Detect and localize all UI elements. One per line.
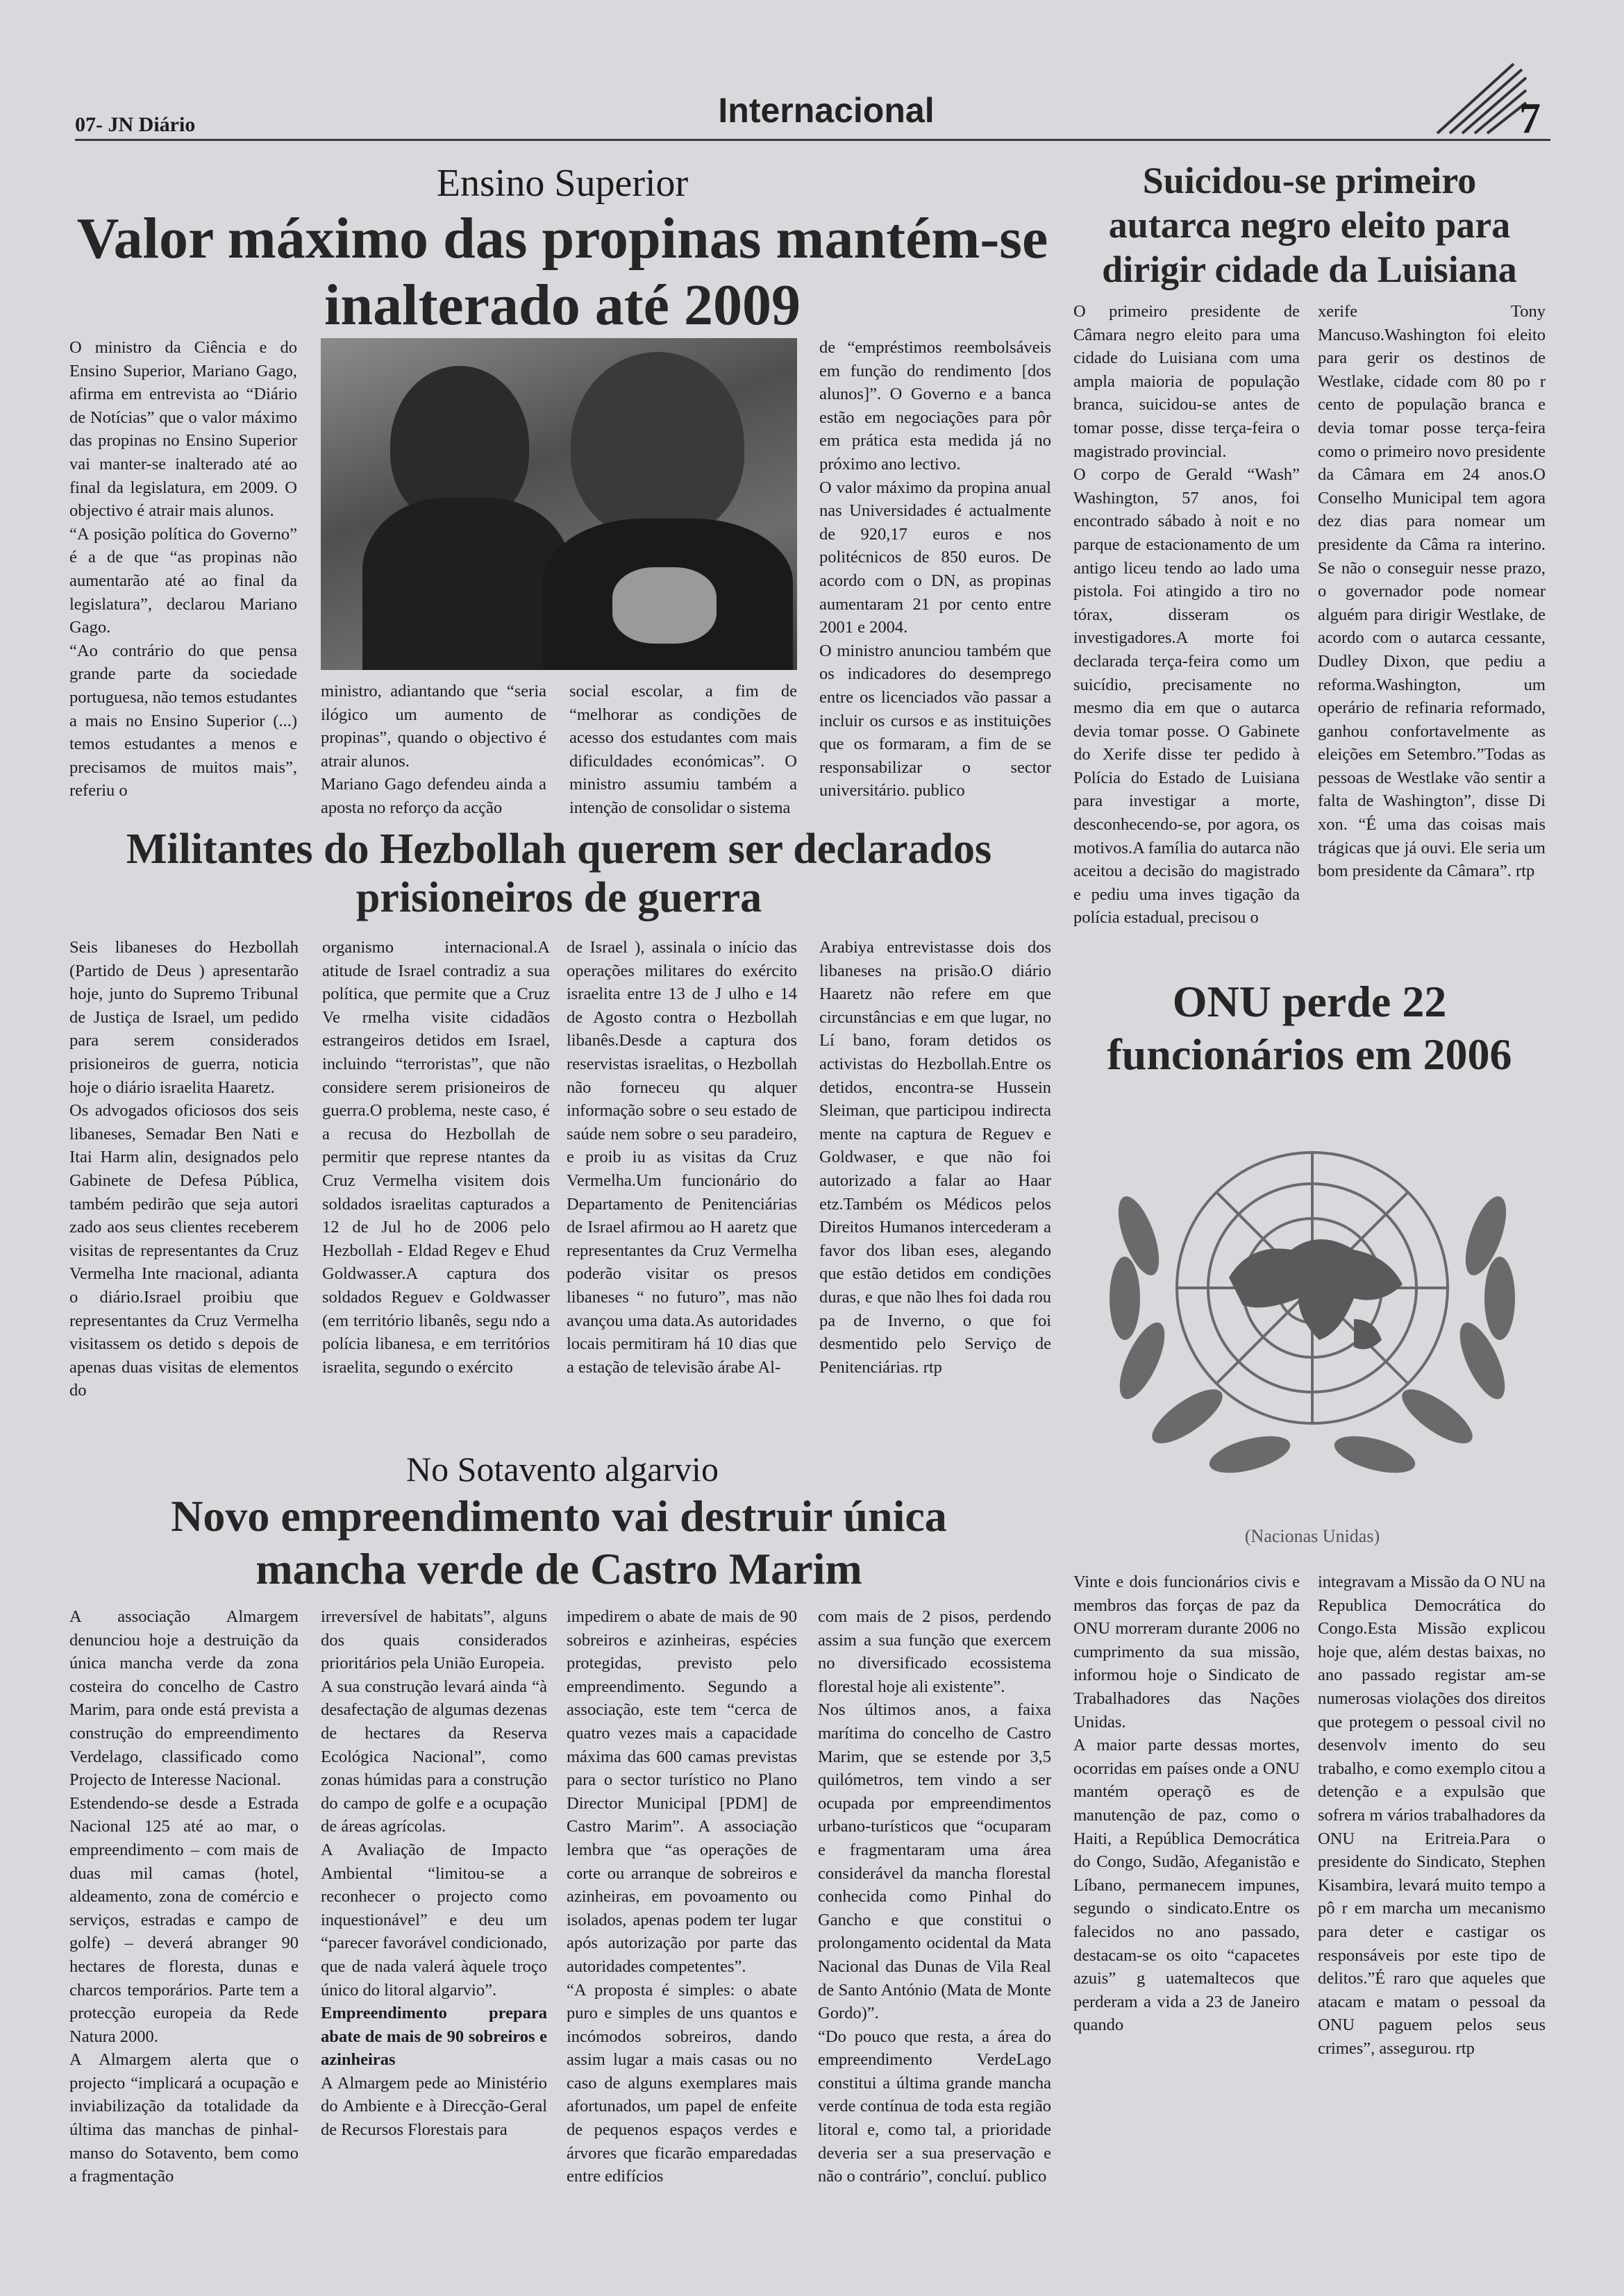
hezbollah-column-3: de Israel ), assinala o início das operações militares do exército israelita entre 13 de J ulho e 14 de Agosto contra o Hezbollah libanês.Desde a captura dos reservistas israelitas, o Hezbollah não forneceu qu alquer informação sobre o seu estado de saúde nem sobre o seu paradeiro, e proib iu as visitas da Cruz Vermelha.Um funcionário do Departamento de Penitenciárias de Israel afirmou ao H aaretz que representantes da Cruz Vermelha poderão visitar os presos libaneses “ no futuro”, mas não avançou uma data.As autoridades locais permitiram há 10 dias que a estação de televisão árabe Al- [567, 938, 797, 1377]
page-label: 07- JN Diário [75, 113, 196, 136]
hezbollah-column-4: Arabiya entrevistasse dois dos libaneses na prisão.O diário Haaretz não refere em que circunstâncias e em que lugar, no Lí bano, foram detidos os activistas do Hezbollah.Entre os detidos, encontra-se Hussein Sleiman, que participou indirecta mente na captura de Reguev e Goldwaser, e que não foi autorizado a falar ao Haar etz.Também os Médicos pelos Direitos Humanos intercederam a favor dos liban eses, alegando que estão detidos em condições duras, e que não lhes foi dada rou pa de Inverno, o que foi desmentido pelo Serviço de Penitenciárias. rtp [819, 938, 1051, 1377]
page-number: 7 [1519, 95, 1541, 142]
propinas-kicker: Ensino Superior [436, 162, 689, 205]
section-title: Internacional [718, 91, 935, 130]
ministers-photo [321, 338, 797, 670]
hezbollah-headline: Militantes do Hezbollah querem ser declarados prisioneiros de guerra [126, 826, 992, 921]
castromarim-column-2: irreversível de habitats”, alguns dos quais considerados prioritários pela União Europeia. A sua construção levará ainda “à desafectação de algumas dezenas de hectares da Reserva Ecológica Nacional”, como zonas húmidas para a construção do campo de golfe e a ocupação de áreas agrícolas. A Avaliação de Impacto Ambiental “limitou-se a reconhecer o projecto como inquestionável” e deu um “parecer favorável condicionado, que de nada valerá àquele troço único do litoral algarvio”. Empreendimento prepara abate de mais de 90 sobreiros e azinheiras A Almargem pede ao Ministério do Ambiente e à Direcção-Geral de Recursos Florestais para [321, 1607, 547, 2140]
propinas-column-2: ministro, adiantando que “seria ilógico um aumento de propinas”, quando o objectivo é atrair alunos. Mariano Gago defendeu ainda a aposta no reforço da acção [321, 682, 546, 817]
luisiana-column-1: O primeiro presidente de Câmara negro eleito para uma cidade do Luisiana com uma ampla maioria de população branca, suicidou-se antes de tomar posse, disse terça-feira o magistrado provincial. O corpo de Gerald “Wash” Washington, 57 anos, foi encontrado sábado à noit e no parque de estacionamento de um antigo liceu tendo ao lado uma pistola. Foi atingido a tiro no tórax, disseram os investigadores.A morte foi declarada terça-feira como um suicídio, precisamente no mesmo dia em que o autarca devia tomar posse. O Gabinete do Xerife disse ter pedido à Polícia do Estado de Luisiana para investigar a morte, desconhecendo-se, por agora, os motivos.A família do autarca não aceitou a decisão do magistrado e pediu uma inves tigação da polícia estadual, precisou o [1073, 302, 1300, 928]
castromarim-column-3: impedirem o abate de mais de 90 sobreiros e azinheiras, espécies protegidas, previsto pelo empreendimento. Segundo a associação, este tem “cerca de quatro vezes mais a capacidade máxima das 600 camas previstas para o sector turístico no Plano Director Municipal [PDM] de Castro Marim”. A associação lembra que “as operações de corte ou arranque de sobreiros e azinheiras, em povoamento ou isolados, apenas podem ter lugar após autorização por parte das autoridades competentes”. “A proposta é simples: o abate puro e simples de uns quantos e incómodos sobreiros, dando assim lugar a mais casas ou no caso de alguns exemplares mais afortunados, um papel de enfeite de pequenos espaços verdes e árvores que ficarão emparedadas entre edifícios [567, 1607, 797, 2186]
luisiana-column-2: xerife Tony Mancuso.Washington foi eleito para gerir os destinos de Westlake, cidade com 80 po r cento de população branca e devia tomar posse terça-feira como o primeiro novo presidente da Câmara em 24 anos.O Conselho Municipal tem agora dez dias para nomear um presidente da Câma ra interino. Se não o conseguir nesse prazo, o governador pode nomear alguém para dirigir Westlake, de acordo com o autarca cessante, Dudley Dixon, que pediu a reforma.Washington, um operário de refinaria reformado, ganhou confortavelmente as eleições em Setembro.”Todas as pessoas de Westlake vão sentir a falta de Washington”, disse Di xon. “É uma das coisas mais trágicas que já ouvi. Ele seria um bom presidente da Câmara”. rtp [1318, 302, 1546, 881]
hezbollah-column-1: Seis libaneses do Hezbollah (Partido de Deus ) apresentarão hoje, junto do Supremo Tribunal de Justiça de Israel, um pedido para serem considerados prisioneiros de guerra, noticia hoje o diário israelita Haaretz. Os advogados oficiosos dos seis libaneses, Semadar Ben Nati e Itai Harm alin, designados pelo Gabinete de Defesa Pública, também pedirão que seja autori zado aos seus clientes receberem visitas de representantes da Cruz Vermelha Inte rnacional, adianta o diário.Israel proibiu que representantes da Cruz Vermelha visitassem os detido s depois de apenas duas visitas de elementos do [69, 938, 299, 1400]
onu-column-2: integravam a Missão da O NU na Republica Democrática do Congo.Esta Missão explicou hoje que, além destas baixas, no ano passado registar am-se numerosas violações dos direitos que protegem o pessoal civil no desenvolv imento do seu trabalho, e como exemplo citou a detenção e a expulsão que sofrera m vários trabalhadores da ONU na Eritreia.Para o presidente do Sindicato, Stephen Kisambira, levará muito tempo a pô r em marcha um mecanismo para deter e castigar os responsáveis por este tipo de delitos.”É raro que aqueles que atacam e matam o pessoal da ONU paguem pelos seus crimes”, assegurou. rtp [1318, 1573, 1546, 2058]
castromarim-column-4: com mais de 2 pisos, perdendo assim a sua função que exercem no diversificado ecossistema florestal hoje ali existente”. Nos últimos anos, a faixa marítima do concelho de Castro Marim, que se estende por 3,5 quilómetros, tem vindo a ser ocupada por empreendimentos urbano-turísticos que “ocuparam e fragmentaram uma área considerável da mancha florestal conhecida como Pinhal do Gancho e que constitui o prolongamento ocidental da Mata Nacional das Dunas de Vila Real de Santo António (Mata de Monte Gordo)”. “Do pouco que resta, a área do empreendimento VerdeLago constitui a última grande mancha verde contínua de toda esta região litoral e, como tal, a prioridade deveria ser a sua preservação e não o contrário”, concluí. publico [818, 1607, 1051, 2186]
propinas-column-3: social escolar, a fim de “melhorar as condições de acesso dos estudantes com mais dificuldades económicas”. O ministro assumiu também a intenção de consolidar o sistema [569, 682, 797, 817]
masthead-rule [75, 139, 1550, 141]
onu-column-1: Vinte e dois funcionários civis e membros das forças de paz da ONU morreram durante 2006 no cumprimento da sua missão, informou hoje o Sindicato de Trabalhadores das Nações Unidas. A maior parte dessas mortes, ocorridas em países onde a ONU mantém operaçõ es de manutenção de paz, como o Haiti, a República Democrática do Congo, Sudão, Afeganistão e Líbano, permanecem impunes, segundo o sindicato.Entre os falecidos no ano passado, destacam-se os oito “capacetes azuis” g uatemaltecos que perderam a vida a 23 de Janeiro quando [1073, 1573, 1300, 2035]
castromarim-headline: Novo empreendimento vai destruir única mancha verde de Castro Marim [171, 1491, 947, 1593]
hezbollah-column-2: organismo internacional.A atitude de Israel contradiz a sua política, que permite que a Cruz Ve rmelha visite cidadãos estrangeiros detidos em Israel, incluindo “terroristas”, que não considere serem prisioneiros de guerra.O problema, neste caso, é a recusa do Hezbollah de permitir que represe ntantes da Cruz Vermelha visitem dois soldados israelitas capturados a 12 de Jul ho de 2006 pelo Hezbollah - Eldad Regev e Ehud Goldwasser.A captura dos soldados Reguev e Goldwasser (em território libanês, segu ndo a polícia libanesa, e em territórios israelita, segundo o exército [322, 938, 550, 1377]
luisiana-headline: Suicidou-se primeiro autarca negro eleito para dirigir cidade da Luisiana [1102, 160, 1517, 290]
castromarim-kicker: No Sotavento algarvio [406, 1450, 719, 1489]
castromarim-column-1: A associação Almargem denunciou hoje a destruição da única mancha verde da zona costeira do concelho de Castro Marim, para onde está prevista a construção do empreendimento Verdelago, classificado como Projecto de Interesse Nacional. Estendendo-se desde a Estrada Nacional 125 até ao mar, o empreendimento – com mais de duas mil camas (hotel, aldeamento, zona de comércio e serviços, estradas e campo de golfe) – deverá abranger 90 hectares de floresta, dunas e charcos temporários. Parte tem a protecção europeia da Rede Natura 2000. A Almargem alerta que o projecto “implicará a ocupação e inviabilização da totalidade da última das manchas de pinhal-manso do Sotavento, bem como a fragmentação [69, 1607, 299, 2186]
section-stripes-icon [1430, 57, 1527, 140]
propinas-column-1: O ministro da Ciência e do Ensino Superior, Mariano Gago, afirma em entrevista ao “Diário de Notícias” que o valor máximo das propinas no Ensino Superior vai manter-se inalterado até ao final da legislatura, em 2009. O objectivo é atrair mais alunos. “A posição política do Governo” é a de que “as propinas não aumentarão até ao final da legislatura”, declarou Mariano Gago. “Ao contrário do que pensa grande parte da sociedade portuguesa, não temos estudantes a mais no Ensino Superior (...) temos estudantes a menos e precisamos de muitos mais”, referiu o [69, 338, 297, 801]
propinas-headline: Valor máximo das propinas mantém-se inalterado até 2009 [76, 206, 1048, 337]
un-logo [1090, 1111, 1534, 1500]
castromarim-subhead: Empreendimento prepara abate de mais de 90 sobreiros e azinheiras [321, 2004, 547, 2070]
onu-headline: ONU perde 22 funcionários em 2006 [1107, 977, 1512, 1079]
un-logo-caption: (Nacionas Unidas) [1244, 1526, 1380, 1546]
propinas-column-4: de “empréstimos reembolsáveis em função do rendimento [dos alunos]”. O Governo e a banca estão em negociações para pôr em prática esta medida já no próximo ano lectivo. O valor máximo da propina anual nas Universidades é actualmente de 920,17 euros e nos politécnicos de 850 euros. De acordo com o DN, as propinas aumentaram 21 por cento entre 2001 e 2004. O ministro anunciou também que os indicadores do desemprego entre os licenciados vão passar a incluir os cursos e as instituições que os formaram, a fim de se responsabilizar o sector universitário. publico [819, 338, 1051, 801]
